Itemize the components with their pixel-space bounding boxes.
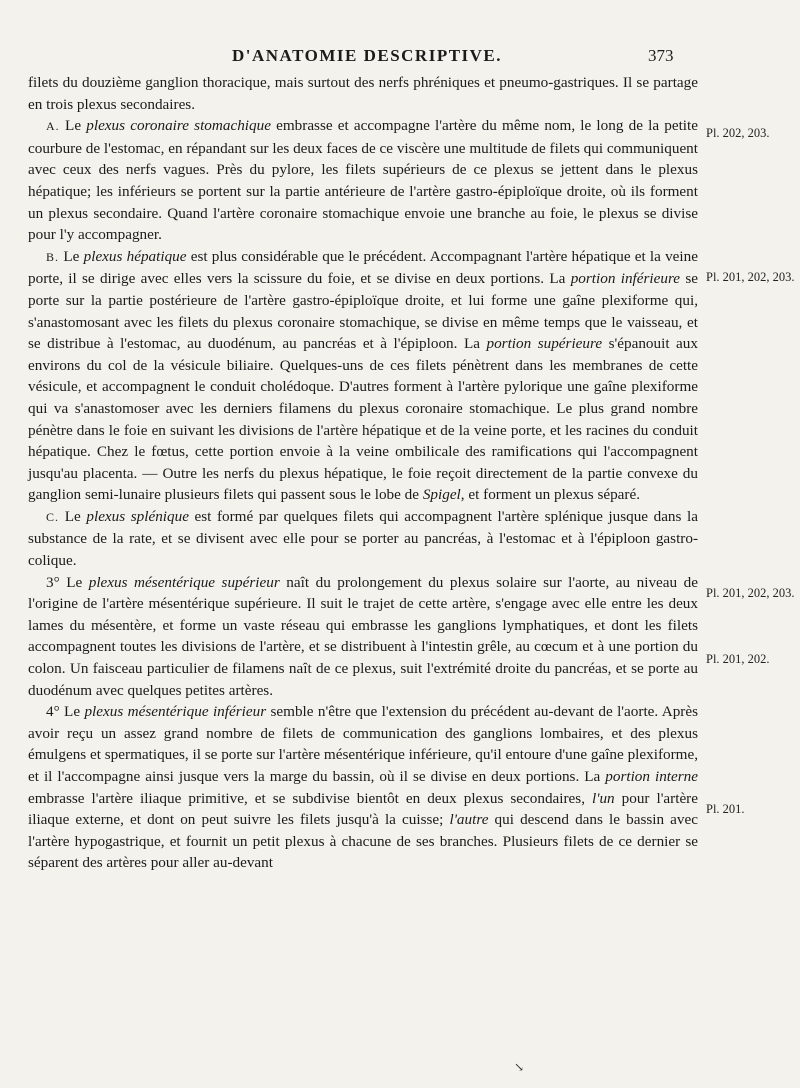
italic-term: Spigel: [422, 486, 461, 504]
text-run: est plus considérable que le précédent. Accompagnant l'artère hépatique et la veine porte, il se dirige avec elles vers la scissure du foie, et se divise en deux portions. La: [28, 247, 698, 288]
text-run: filets du douzième ganglion thoracique, mais surtout des nerfs phréniques et pneumo-gastriques. Il se partage en trois plexus secondaires.: [28, 74, 698, 113]
paragraph: [28, 701, 698, 874]
paragraph: [28, 246, 698, 506]
text-run: est formé par quelques filets qui accompagnent l'artère splénique jusque dans la substance de la rate, et se divisent avec elle pour se porter au pancréas, à l'estomac et à l'épiploon gastro-colique.: [28, 507, 698, 570]
italic-term: plexus hépatique: [83, 247, 187, 265]
margin-note: Pl. 201, 202.: [706, 652, 770, 666]
italic-term: l'autre: [449, 811, 489, 829]
page-number: 373: [648, 46, 674, 65]
body-text: [28, 72, 698, 874]
margin-note: Pl. 202, 203.: [706, 126, 770, 140]
paragraph: [28, 115, 698, 246]
text-run: 3° Le: [46, 573, 89, 591]
section-letter: B.: [46, 249, 64, 264]
italic-term: portion inférieure: [570, 270, 681, 288]
text-run: se porte sur la partie postérieure de l'artère gastro-épiploïque droite, et lui forme une gaîne plexiforme qui, s'anastomosant avec les filets du plexus coronaire stomachique, se divise en même temps que le vaisseau, et se distribue à l'estomac, au duodénum, au pancréas et à l'épiploon. La: [28, 270, 698, 353]
text-run: Le: [63, 247, 84, 265]
section-letter: A.: [46, 119, 66, 134]
text-run: embrasse l'artère iliaque primitive, et se subdivise bientôt en deux plexus secondaires,: [28, 789, 592, 807]
margin-note: Pl. 201, 202, 203.: [706, 270, 795, 284]
paragraph: [28, 72, 698, 115]
text-run: semble n'être que l'extension du précédent au-devant de l'aorte. Après avoir reçu un assez grand nombre de filets de communication des ganglions lombaires, et des plexus émulgens et spermatiques, il se porte sur l'artère mésentérique inférieure, qu'il entoure d'une gaîne plexiforme, et il l'accompagne ainsi jusque vers la marge du bassin, où il se divise en deux portions. La: [28, 703, 699, 785]
text-run: qui descend dans le bassin avec l'artère hypogastrique, et fournit un petit plexus à chacune de ses branches. Plusieurs filets de ce dernier se séparent des artères pour aller au-devant: [28, 811, 698, 872]
running-title: D'ANATOMIE DESCRIPTIVE.: [232, 46, 503, 65]
italic-term: portion supérieure: [486, 335, 603, 353]
text-run: naît du prolongement du plexus solaire sur l'aorte, au niveau de l'origine de l'artère mésentérique supérieure. Il suit le trajet de cette artère, s'engage avec elle entre les deux lames du mésentère, et forme un vaste réseau qui embrasse les ganglions lymphatiques, et dont les filets accompagnent toutes les divisions de l'artère, et se distribuent à l'intestin grêle, au cœcum et à une portion du colon. Un faisceau particulier de filamens naît de ce plexus, suit l'extrémité droite du pancréas, et se porte au duodénum avec quelques petites artères.: [28, 573, 698, 699]
paragraph: [28, 572, 698, 702]
paragraph: [28, 506, 698, 572]
italic-term: plexus mésentérique supérieur: [88, 573, 280, 591]
page-header: [0, 40, 800, 70]
margin-note: Pl. 201, 202, 203.: [706, 586, 795, 600]
text-run: s'épanouit aux environs du col de la vésicule biliaire. Quelques-uns de ces filets pénètrent dans les membranes de cette vésicule, et accompagnent le conduit cholédoque. D'autres forment à l'artère pylorique une gaîne plexiforme qui va s'anastomoser avec les derniers filamens du plexus coronaire stomachique. Le plus grand nombre pénètre dans le foie en suivant les divisions de l'artère hépatique et de la veine porte, et les racines du conduit hépatique. Chez le fœtus, cette portion envoie à la veine ombilicale des ramifications qui l'accompagnent jusqu'au placenta. — Outre les nerfs du plexus hépatique, le foie reçoit directement de la partie convexe du ganglion semi-lunaire plusieurs filets qui passent sous le lobe de: [28, 335, 698, 504]
footer-mark: ↘: [514, 1060, 525, 1074]
text-run: 4° Le: [46, 703, 85, 721]
margin-note: Pl. 201.: [706, 802, 745, 816]
italic-term: portion interne: [605, 768, 698, 785]
italic-term: plexus coronaire stomachique: [86, 117, 271, 135]
italic-term: plexus mésentérique inférieur: [84, 703, 267, 721]
section-letter: C.: [46, 509, 65, 524]
text-run: , et forment un plexus séparé.: [460, 486, 641, 504]
text-run: Le: [64, 507, 87, 525]
italic-term: plexus splénique: [86, 507, 189, 525]
text-run: embrasse et accompagne l'artère du même nom, le long de la petite courbure de l'estomac, en répandant sur les deux faces de ce viscère une multitude de filets qui communiquent avec ceux des nerfs vagues. Près du pylore, les filets supérieurs de ce plexus se jettent dans le plexus hépatique; les inférieurs se portent sur la partie antérieure de l'artère gastro-épiploïque droite, où ils forment un plexus secondaire. Quand l'artère coronaire stomachique envoie une branche au foie, le plexus se divise pour l'y accompagner.: [28, 117, 698, 244]
text-run: Le: [65, 117, 87, 135]
text-run: pour l'artère iliaque externe, et dont on peut suivre les filets jusqu'à la cuisse;: [28, 789, 698, 829]
italic-term: l'un: [592, 789, 615, 807]
